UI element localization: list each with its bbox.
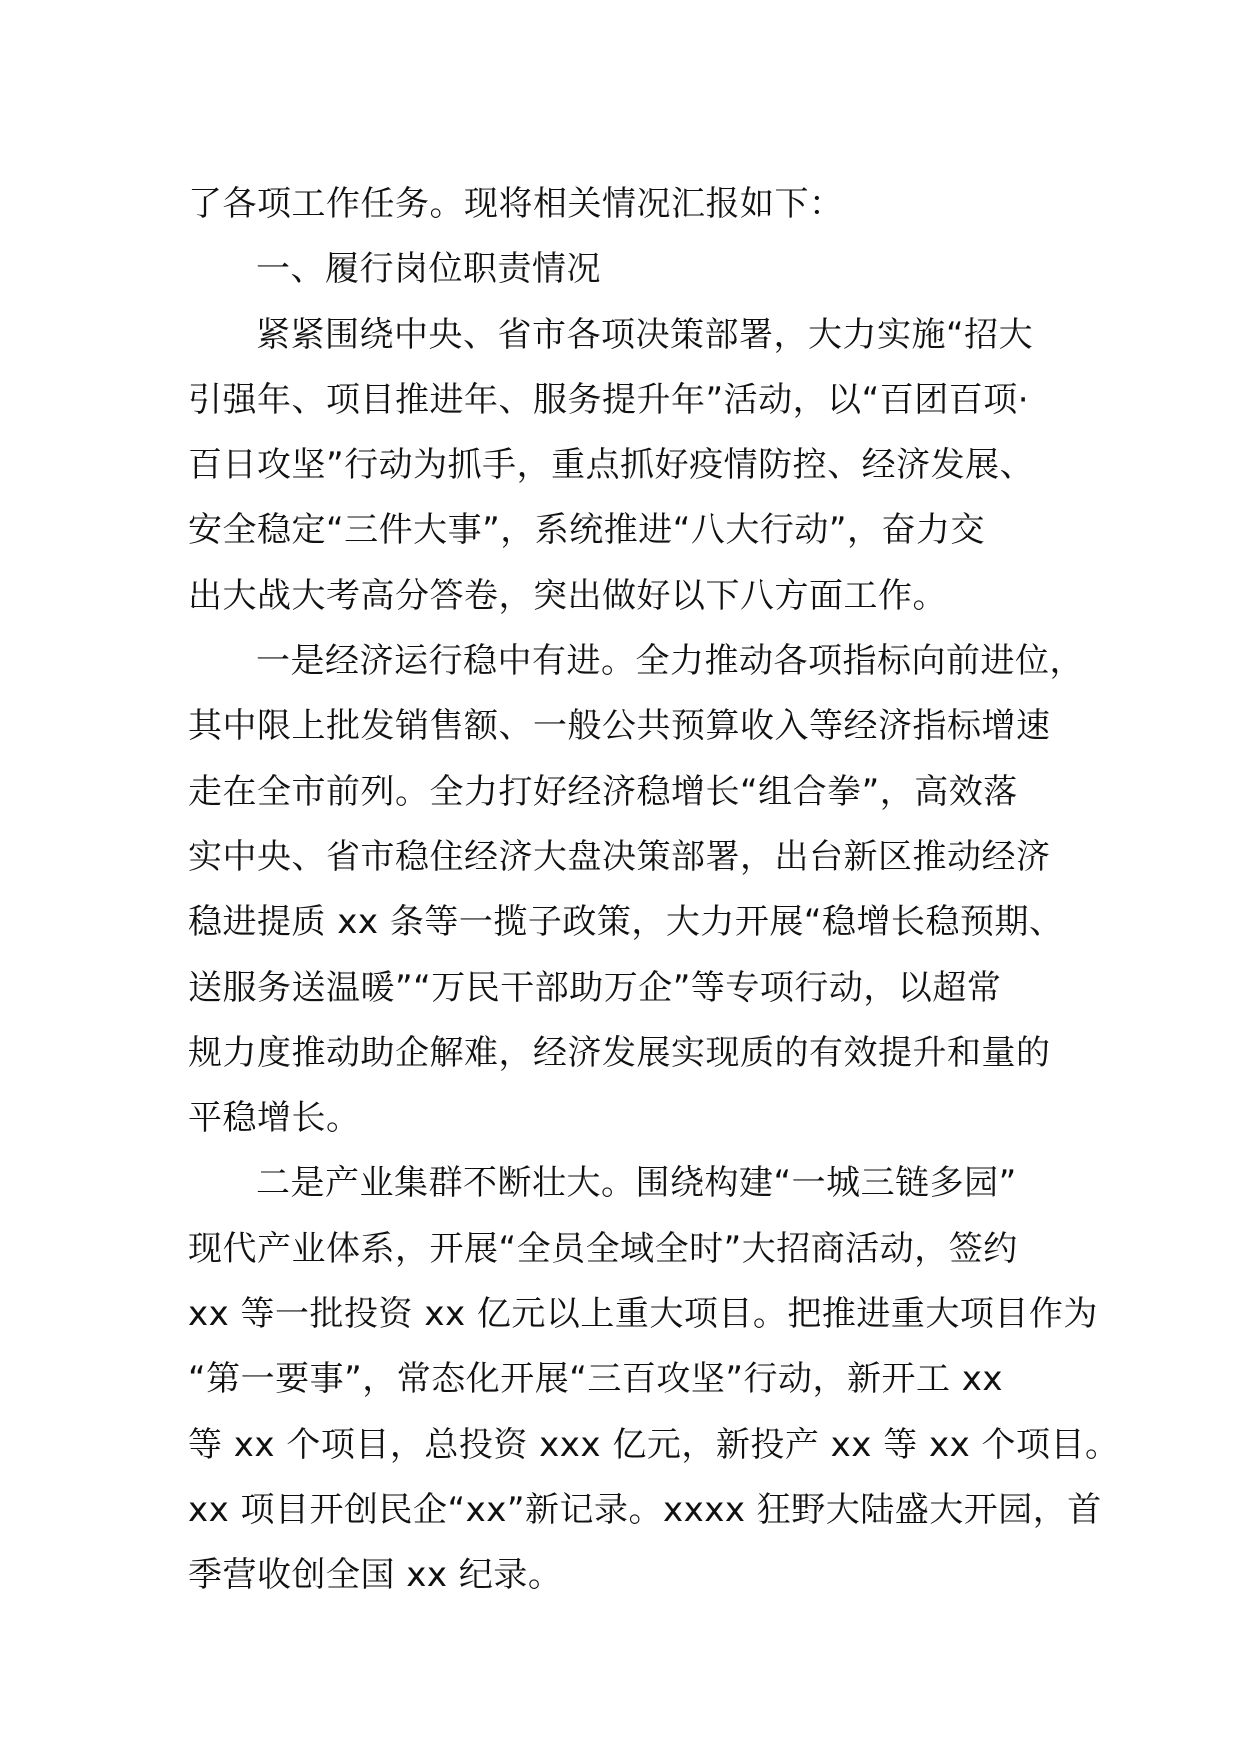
text-line: 规力度推动助企解难，经济发展实现质的有效提升和量的 <box>188 1032 1051 1073</box>
text-line: 稳进提质 xx 条等一揽子政策，大力开展“稳增长稳预期、 <box>188 902 1064 943</box>
text-line: “第一要事”，常态化开展“三百攻坚”行动，新开工 xx <box>188 1359 1004 1400</box>
text-line: 送服务送温暖”“万民干部助万企”等专项行动，以超常 <box>188 967 1002 1008</box>
text-line: 出大战大考高分答卷，突出做好以下八方面工作。 <box>188 575 947 616</box>
text-line: 百日攻坚”行动为抓手，重点抓好疫情防控、经济发展、 <box>188 445 1035 486</box>
text-line: 二是产业集群不断壮大。围绕构建“一城三链多园” <box>256 1163 1017 1204</box>
text-line: 平稳增长。 <box>188 1098 361 1139</box>
text-line: 季营收创全国 xx 纪录。 <box>188 1555 563 1596</box>
text-line: xx 等一批投资 xx 亿元以上重大项目。把推进重大项目作为 <box>188 1294 1098 1335</box>
text-line: 其中限上批发销售额、一般公共预算收入等经济指标增速 <box>188 706 1051 747</box>
text-line: 紧紧围绕中央、省市各项决策部署，大力实施“招大 <box>256 314 1034 355</box>
text-line: 安全稳定“三件大事”，系统推进“八大行动”，奋力交 <box>188 510 985 551</box>
section-heading: 一、履行岗位职责情况 <box>256 249 601 290</box>
document-body <box>188 172 1120 1609</box>
text-line: 了各项工作任务。现将相关情况汇报如下： <box>188 184 844 224</box>
text-line: 引强年、项目推进年、服务提升年”活动，以“百团百项· <box>188 379 1030 420</box>
text-line: 一是经济运行稳中有进。全力推动各项指标向前进位， <box>256 641 1084 682</box>
text-line: 走在全市前列。全力打好经济稳增长“组合拳”，高效落 <box>188 771 1018 812</box>
text-line: 实中央、省市稳住经济大盘决策部署，出台新区推动经济 <box>188 836 1051 877</box>
text-line: xx 项目开创民企“xx”新记录。xxxx 狂野大陆盛大开园，首 <box>188 1489 1102 1530</box>
text-line: 等 xx 个项目，总投资 xxx 亿元，新投产 xx 等 xx 个项目。 <box>188 1424 1120 1465</box>
text-line: 现代产业体系，开展“全员全域全时”大招商活动，签约 <box>188 1228 1018 1269</box>
